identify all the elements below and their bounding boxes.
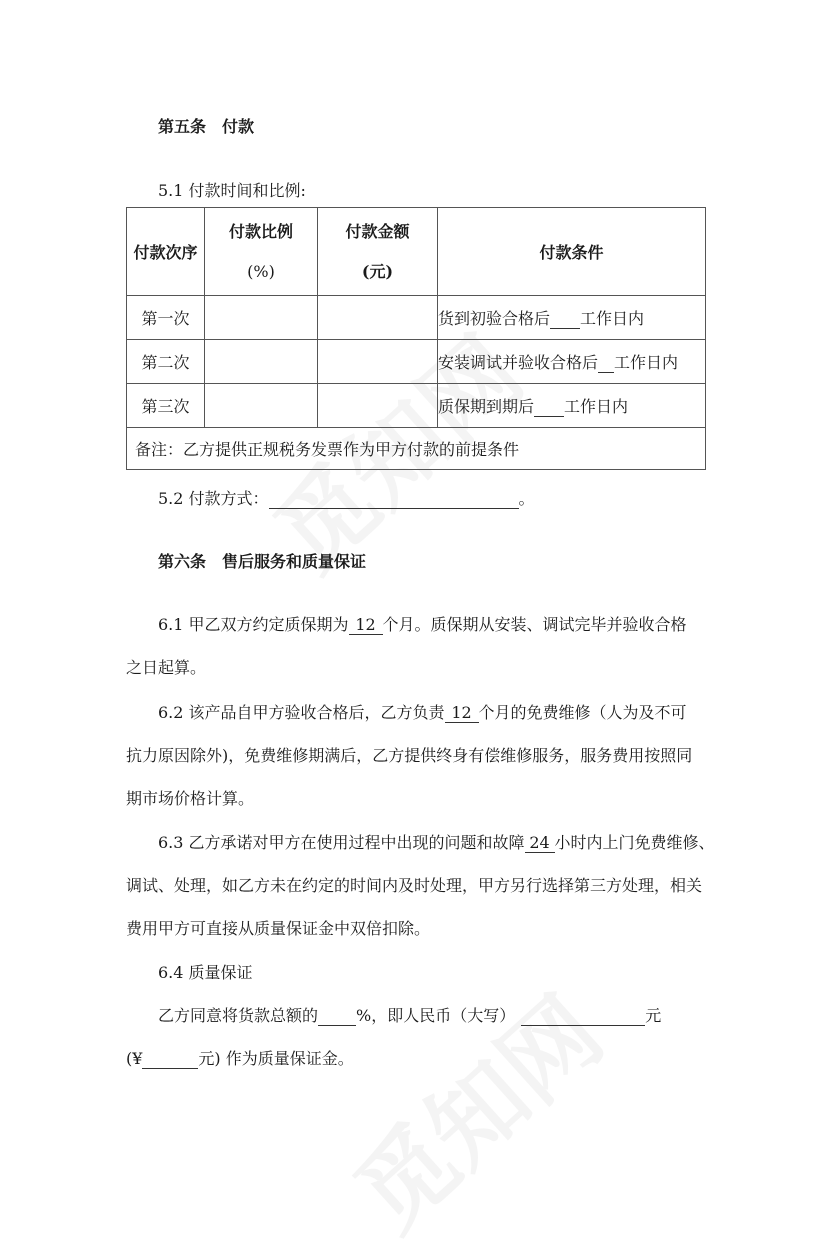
section-5-2: 5.2 付款方式： 。 [158,489,535,508]
section-6-2-line2: 抗力原因除外)，免费维修期满后，乙方提供终身有偿维修服务，服务费用按照同 [126,746,693,765]
table-note-row [127,428,706,470]
section-6-2-line1: 6.2 该产品自甲方验收合格后，乙方负责 12 个月的免费维修（人为及不可 [158,703,687,722]
section-6-4-line2: (¥ 元) 作为质量保证金。 [126,1049,354,1068]
row-condition: 安装调试并验收合格后 工作日内 [438,340,706,384]
section-6-3-line3: 费用甲方可直接从质量保证金中双倍扣除。 [126,919,431,938]
row-order: 第三次 [127,384,205,428]
header-amount: 付款金额 (元) [318,208,438,296]
section-6-4-title: 6.4 质量保证 [158,963,253,982]
table-row [127,296,706,340]
section-6-3-line2: 调试、处理，如乙方未在约定的时间内及时处理，甲方另行选择第三方处理，相关 [126,876,703,895]
section-6-1-line1: 6.1 甲乙双方约定质保期为 12 个月。质保期从安装、调试完毕并验收合格 [158,615,687,634]
table-note: 备注：乙方提供正规税务发票作为甲方付款的前提条件 [127,428,706,470]
section-6-3-line1: 6.3 乙方承诺对甲方在使用过程中出现的问题和故障 24 小时内上门免费维修、 [158,833,715,852]
row-condition: 货到初验合格后 工作日内 [438,296,706,340]
row-ratio-cell [205,340,318,384]
section-5-1-label: 5.1 付款时间和比例: [158,181,306,200]
row-amount-cell [318,340,438,384]
table-row [127,384,706,428]
table-row [127,340,706,384]
row-ratio-cell [205,296,318,340]
row-order: 第二次 [127,340,205,384]
header-ratio: 付款比例 (%) [205,208,318,296]
row-amount-cell [318,296,438,340]
row-amount-cell [318,384,438,428]
article-6-title: 第六条 售后服务和质量保证 [158,552,367,571]
row-ratio-cell [205,384,318,428]
header-order: 付款次序 [127,208,205,296]
header-condition: 付款条件 [438,208,706,296]
payment-table [126,207,706,470]
row-order: 第一次 [127,296,205,340]
section-6-4-line1: 乙方同意将货款总额的 %，即人民币（大写） 元 [158,1006,662,1025]
table-header-row [127,208,706,296]
section-6-1-line2: 之日起算。 [126,658,207,677]
row-condition: 质保期到期后 工作日内 [438,384,706,428]
article-5-title: 第五条 付款 [158,117,255,136]
section-6-2-line3: 期市场价格计算。 [126,789,255,808]
